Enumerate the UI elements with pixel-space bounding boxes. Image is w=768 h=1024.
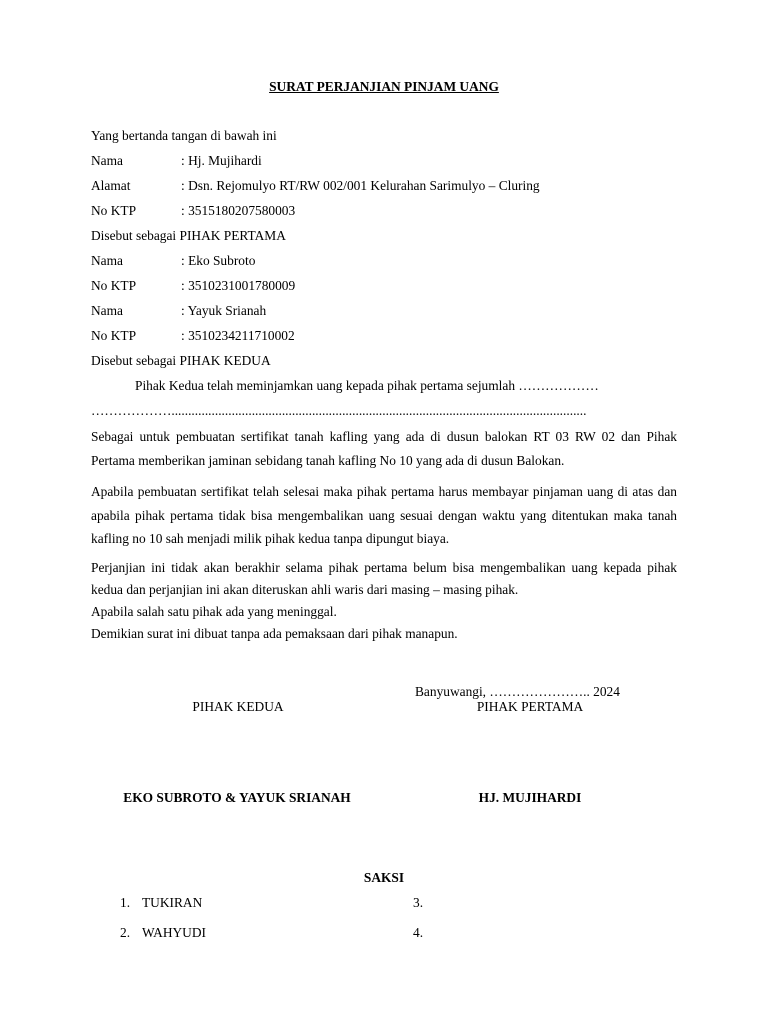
party2-person2-ktp-value: : 3510234211710002 bbox=[181, 328, 295, 343]
party2-person2-ktp-label: No KTP bbox=[91, 328, 137, 343]
witness-item bbox=[413, 925, 435, 941]
party2-person1-name-value: : Eko Subroto bbox=[181, 253, 256, 268]
witness-heading: SAKSI bbox=[363, 870, 405, 885]
party1-address-label: Alamat bbox=[91, 178, 131, 193]
witness-name: TUKIRAN bbox=[142, 895, 203, 910]
party2-person1-ktp-label: No KTP bbox=[91, 278, 137, 293]
paragraph-repayment: Apabila pembuatan sertifikat telah selesai maka pihak pertama harus membayar pinjaman uang di atas dan apabila pihak pertama tidak bisa mengembalikan uang sesuai dengan waktu yang ditentukan maka tanah kafling no 10 sah menjadi milik pihak kedua tanpa dipungut biaya. bbox=[91, 484, 677, 546]
signature-right-title: PIHAK PERTAMA bbox=[476, 699, 584, 714]
party2-person1-ktp-row bbox=[91, 278, 295, 294]
paragraph-closing: Demikian surat ini dibuat tanpa ada pemaksaan dari pihak manapun. bbox=[91, 626, 458, 641]
party1-address-value: : Dsn. Rejomulyo RT/RW 002/001 Kelurahan Sarimulyo – Cluring bbox=[181, 178, 540, 193]
loan-amount-continuation: ………………............................................................................................................................ bbox=[91, 403, 587, 418]
paragraph-agreement-term: Perjanjian ini tidak akan berakhir selama pihak pertama belum bisa mengembalikan uang kepada pihak kedua dan perjanjian ini akan diteruskan ahli waris dari masing – masing pihak. bbox=[91, 560, 677, 597]
party1-ktp-label: No KTP bbox=[91, 203, 137, 218]
signature-left-title: PIHAK KEDUA bbox=[192, 699, 284, 714]
witness-number: 2. bbox=[120, 925, 131, 940]
party1-ktp-row bbox=[91, 203, 295, 219]
party1-name-value: : Hj. Mujihardi bbox=[181, 153, 262, 168]
witness-item bbox=[120, 925, 206, 941]
party2-person1-name-row bbox=[91, 253, 255, 269]
place-date: Banyuwangi, ………………….. 2024 bbox=[415, 684, 620, 699]
party2-person2-ktp-row bbox=[91, 328, 295, 344]
loan-amount-line: Pihak Kedua telah meminjamkan uang kepada pihak pertama sejumlah ……………… bbox=[135, 378, 599, 393]
party1-name-row bbox=[91, 153, 262, 169]
party2-person2-name-row bbox=[91, 303, 266, 319]
party1-ktp-value: : 3515180207580003 bbox=[181, 203, 296, 218]
party1-designation: Disebut sebagai PIHAK PERTAMA bbox=[91, 228, 286, 243]
witness-name: WAHYUDI bbox=[142, 925, 206, 940]
paragraph-death-clause: Apabila salah satu pihak ada yang meninggal. bbox=[91, 604, 337, 619]
party2-person1-ktp-value: : 3510231001780009 bbox=[181, 278, 296, 293]
party2-designation: Disebut sebagai PIHAK KEDUA bbox=[91, 353, 271, 368]
document-title: SURAT PERJANJIAN PINJAM UANG bbox=[269, 79, 499, 94]
witness-item bbox=[413, 895, 435, 911]
intro-text: Yang bertanda tangan di bawah ini bbox=[91, 128, 277, 143]
party2-person1-name-label: Nama bbox=[91, 253, 123, 268]
party1-address-row bbox=[91, 178, 540, 194]
party1-name-label: Nama bbox=[91, 153, 123, 168]
witness-item bbox=[120, 895, 202, 911]
signature-right-name: HJ. MUJIHARDI bbox=[478, 790, 582, 805]
party2-person2-name-label: Nama bbox=[91, 303, 123, 318]
paragraph-certificate: Sebagai untuk pembuatan sertifikat tanah kafling yang ada di dusun balokan RT 03 RW 02 dan Pihak Pertama memberikan jaminan sebidang tanah kafling No 10 yang ada di dusun Balokan. bbox=[91, 429, 677, 468]
signature-left-name: EKO SUBROTO & YAYUK SRIANAH bbox=[123, 790, 351, 805]
party2-person2-name-value: : Yayuk Srianah bbox=[181, 303, 267, 318]
witness-number: 1. bbox=[120, 895, 131, 910]
witness-number: 3. bbox=[413, 895, 424, 910]
witness-number: 4. bbox=[413, 925, 424, 940]
